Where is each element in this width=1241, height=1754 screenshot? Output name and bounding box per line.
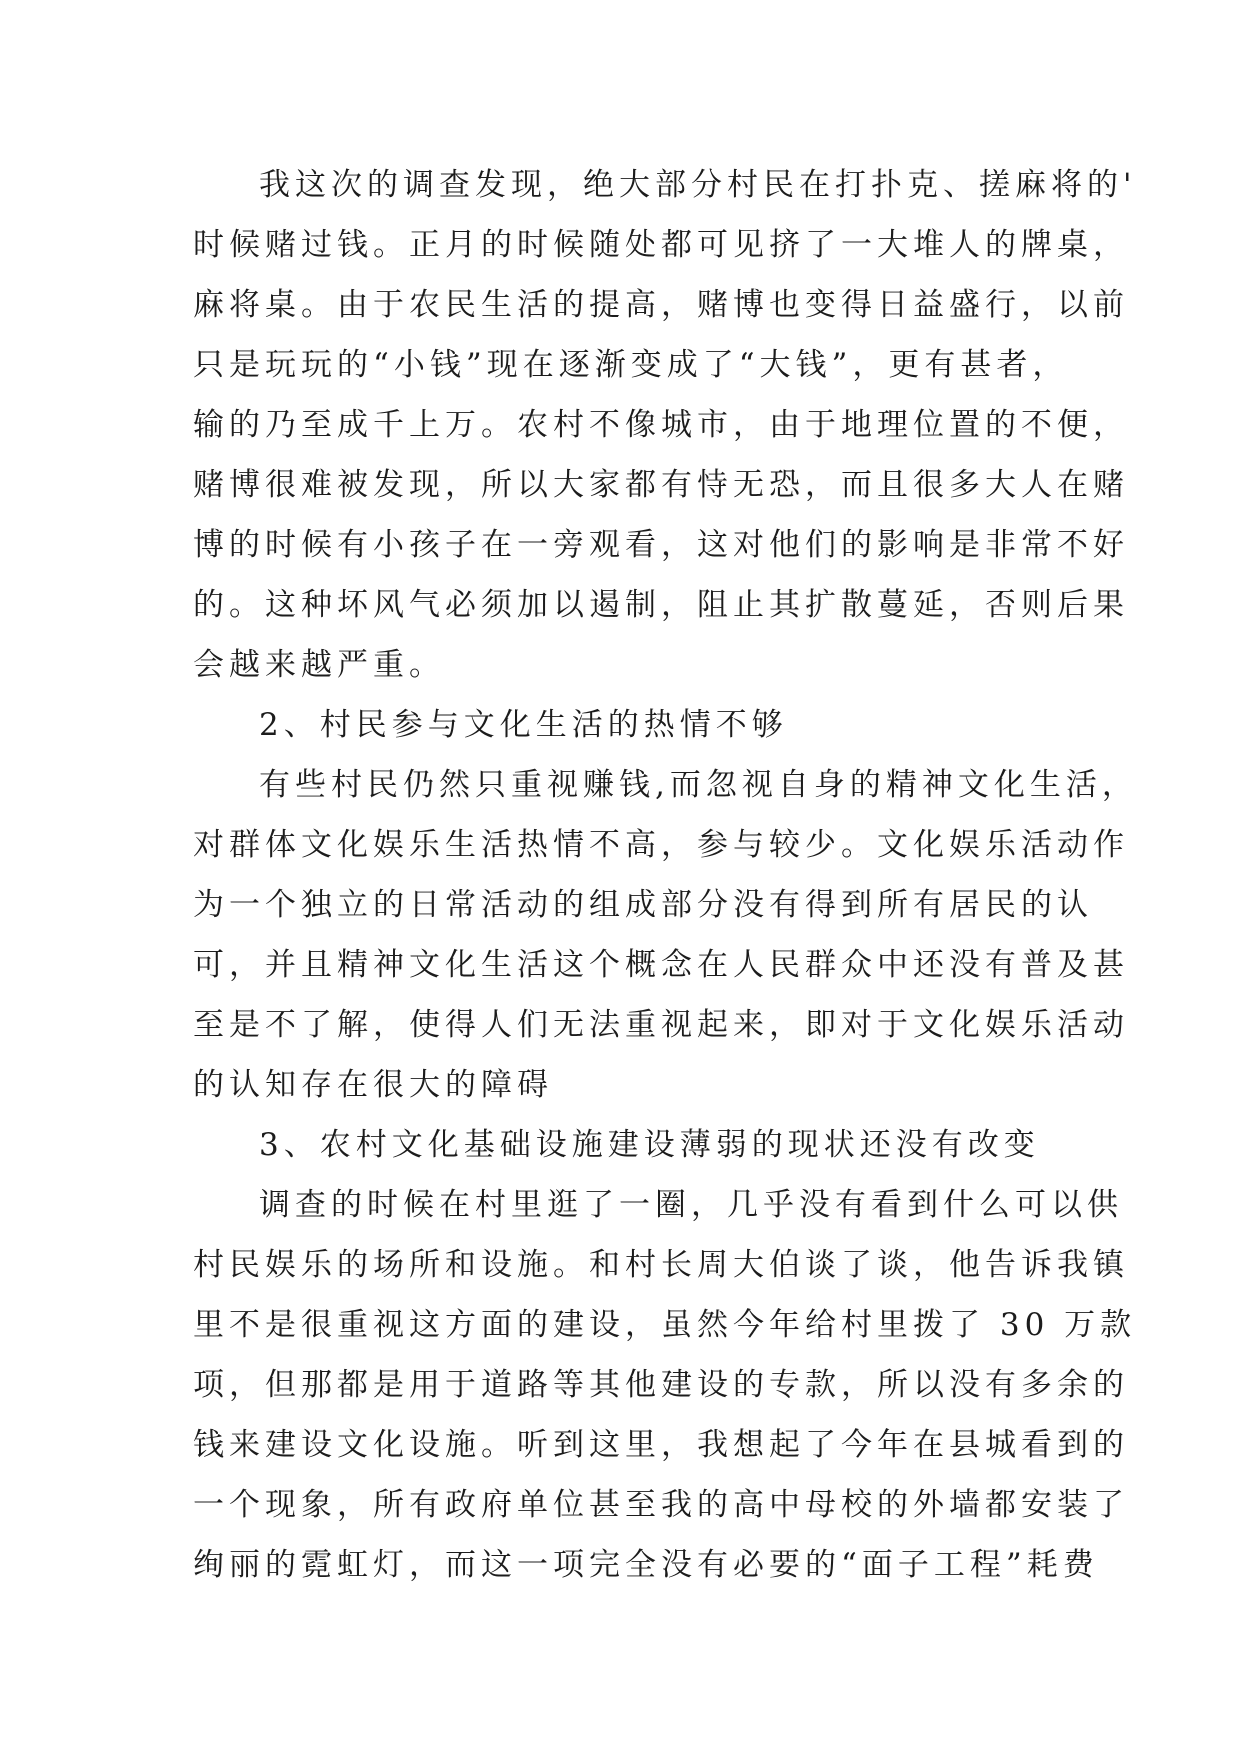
text-line: 输的乃至成千上万。农村不像城市，由于地理位置的不便， bbox=[193, 407, 1129, 443]
text-line: 为一个独立的日常活动的组成部分没有得到所有居民的认 bbox=[193, 887, 1093, 923]
text-line: 2、村民参与文化生活的热情不够 bbox=[259, 707, 788, 743]
text-line: 里不是很重视这方面的建设，虽然今年给村里拨了 30 万款 bbox=[193, 1307, 1137, 1343]
text-line: 可，并且精神文化生活这个概念在人民群众中还没有普及甚 bbox=[193, 947, 1129, 983]
text-line: 绚丽的霓虹灯，而这一项完全没有必要的“面子工程”耗费 bbox=[193, 1547, 1099, 1583]
text-line: 赌博很难被发现，所以大家都有恃无恐，而且很多大人在赌 bbox=[193, 467, 1129, 503]
text-line: 的认知存在很大的障碍 bbox=[193, 1067, 553, 1103]
text-line: 的。这种坏风气必须加以遏制，阻止其扩散蔓延，否则后果 bbox=[193, 587, 1129, 623]
text-line: 对群体文化娱乐生活热情不高，参与较少。文化娱乐活动作 bbox=[193, 827, 1129, 863]
text-line: 钱来建设文化设施。听到这里，我想起了今年在县城看到的 bbox=[193, 1427, 1129, 1463]
text-line: 调查的时候在村里逛了一圈，几乎没有看到什么可以供 bbox=[259, 1187, 1123, 1223]
text-line: 我这次的调查发现，绝大部分村民在打扑克、搓麻将的' bbox=[259, 167, 1137, 203]
text-line: 有些村民仍然只重视赚钱,而忽视自身的精神文化生活， bbox=[259, 767, 1138, 803]
text-line: 村民娱乐的场所和设施。和村长周大伯谈了谈，他告诉我镇 bbox=[193, 1247, 1129, 1283]
text-line: 至是不了解，使得人们无法重视起来，即对于文化娱乐活动 bbox=[193, 1007, 1129, 1043]
text-line: 只是玩玩的“小钱”现在逐渐变成了“大钱”，更有甚者， bbox=[193, 347, 1069, 383]
text-line: 3、农村文化基础设施建设薄弱的现状还没有改变 bbox=[259, 1127, 1040, 1163]
text-line: 一个现象，所有政府单位甚至我的高中母校的外墙都安装了 bbox=[193, 1487, 1129, 1523]
text-line: 麻将桌。由于农民生活的提高，赌博也变得日益盛行，以前 bbox=[193, 287, 1129, 323]
document-body bbox=[193, 155, 1138, 1595]
text-line: 项，但那都是用于道路等其他建设的专款，所以没有多余的 bbox=[193, 1367, 1129, 1403]
text-line: 博的时候有小孩子在一旁观看，这对他们的影响是非常不好 bbox=[193, 527, 1129, 563]
text-line: 时候赌过钱。正月的时候随处都可见挤了一大堆人的牌桌， bbox=[193, 227, 1129, 263]
text-line: 会越来越严重。 bbox=[193, 647, 445, 683]
